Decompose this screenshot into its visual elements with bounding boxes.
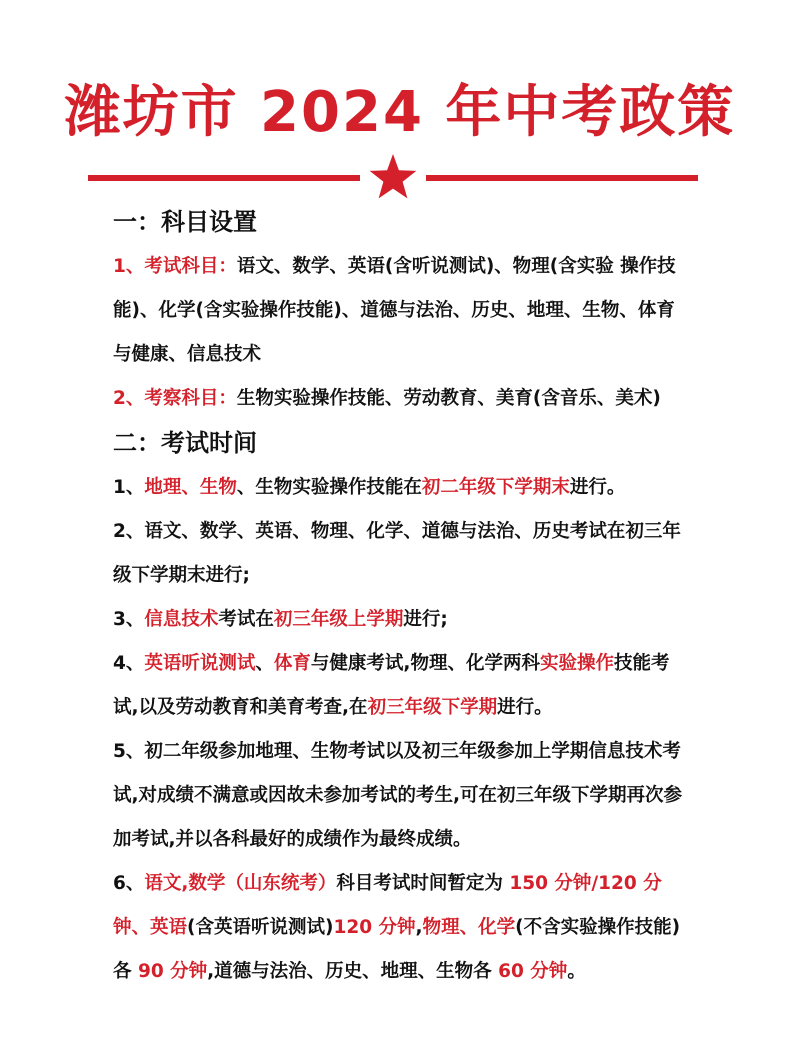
exam-subjects-item	[113, 245, 693, 377]
schedule-item-4	[113, 642, 693, 730]
highlight-text: 初二年级下学期末	[421, 477, 570, 498]
text-run: 。	[567, 961, 586, 982]
text-run: 技能考试,以及劳动教育和美育考查,在	[113, 653, 670, 718]
highlight-text: 初三年级下学期	[367, 697, 498, 718]
text-run: 6、	[113, 873, 145, 894]
highlight-text: 90 分钟	[137, 961, 208, 982]
highlight-text: 、	[459, 917, 479, 938]
highlight-text: 实验操作	[539, 653, 614, 674]
text-run: 考试在	[218, 609, 274, 630]
assessed-subjects-text: 生物实验操作技能、劳动教育、美育(含音乐、美术)	[236, 388, 661, 409]
text-run: (含英语听说测试)	[187, 917, 334, 938]
highlight-text: 地理、生物	[144, 477, 237, 498]
schedule-item-5	[113, 730, 693, 862]
text-run: 、生物实验操作技能在	[236, 477, 422, 498]
highlight-text: 英语	[150, 917, 188, 938]
text-run: 进行;	[403, 609, 448, 630]
text-run: 科目考试时间暂定为	[336, 873, 510, 894]
divider-line-left	[88, 175, 360, 181]
text-run: 进行。	[497, 697, 553, 718]
schedule-item-1	[113, 466, 693, 510]
highlight-text: 150 分钟/120 分钟	[113, 873, 662, 938]
divider-line-right	[426, 175, 698, 181]
page-title: 潍坊市 2024 年中考政策	[64, 80, 736, 145]
section-heading-schedule: 二：考试时间	[113, 429, 257, 457]
highlight-text: 体育	[273, 653, 311, 674]
text-run: 4、	[113, 653, 145, 674]
highlight-text: 120 分钟	[333, 917, 416, 938]
title-divider	[88, 150, 698, 204]
schedule-item-2	[113, 510, 693, 598]
highlight-text: 物理	[422, 917, 460, 938]
text-run: 、	[255, 653, 274, 674]
schedule-item-6	[113, 862, 693, 994]
policy-content	[113, 200, 693, 994]
highlight-text: 语文,数学（山东统考）	[144, 873, 337, 894]
section-heading-subjects: 一：科目设置	[113, 208, 257, 236]
text-run: 2、语文、数学、英语、物理、化学、道德与法治、历史考试在初三年级下学期末进行;	[113, 521, 681, 586]
highlight-text: 60 分钟	[498, 961, 568, 982]
exam-subjects-text: 语文、数学、英语(含听说测试)、物理(含实验 操作技能)、化学(含实验操作技能)、道德与法治、历史、地理、生物、体育与健康、信息技术	[113, 256, 676, 365]
highlight-text: 初三年级上学期	[273, 609, 404, 630]
text-run: 与健康考试,物理、化学两科	[310, 653, 540, 674]
text-run: ,道德与法治、历史、地理、生物各	[207, 961, 499, 982]
text-run: 3、	[113, 609, 145, 630]
highlight-text: 、	[131, 917, 151, 938]
schedule-item-3	[113, 598, 693, 642]
text-run: (不含实验操作技能)各	[113, 917, 681, 982]
text-run: ,	[415, 917, 423, 938]
highlight-text: 英语听说测试	[144, 653, 256, 674]
assessed-subjects-item	[113, 377, 693, 421]
text-run: 5、初二年级参加地理、生物考试以及初三年级参加上学期信息技术考试,对成绩不满意或因故未参加考试的考生,可在初三年级下学期再次参加考试,并以各科最好的成绩作为最终成绩。	[113, 741, 683, 850]
star-icon	[368, 150, 418, 204]
text-run: 进行。	[569, 477, 626, 498]
highlight-text: 化学	[478, 917, 516, 938]
assessed-subjects-label: 2、考察科目：	[113, 388, 237, 409]
text-run: 1、	[113, 477, 145, 498]
exam-subjects-label: 1、考试科目：	[113, 256, 237, 277]
highlight-text: 信息技术	[144, 609, 219, 630]
